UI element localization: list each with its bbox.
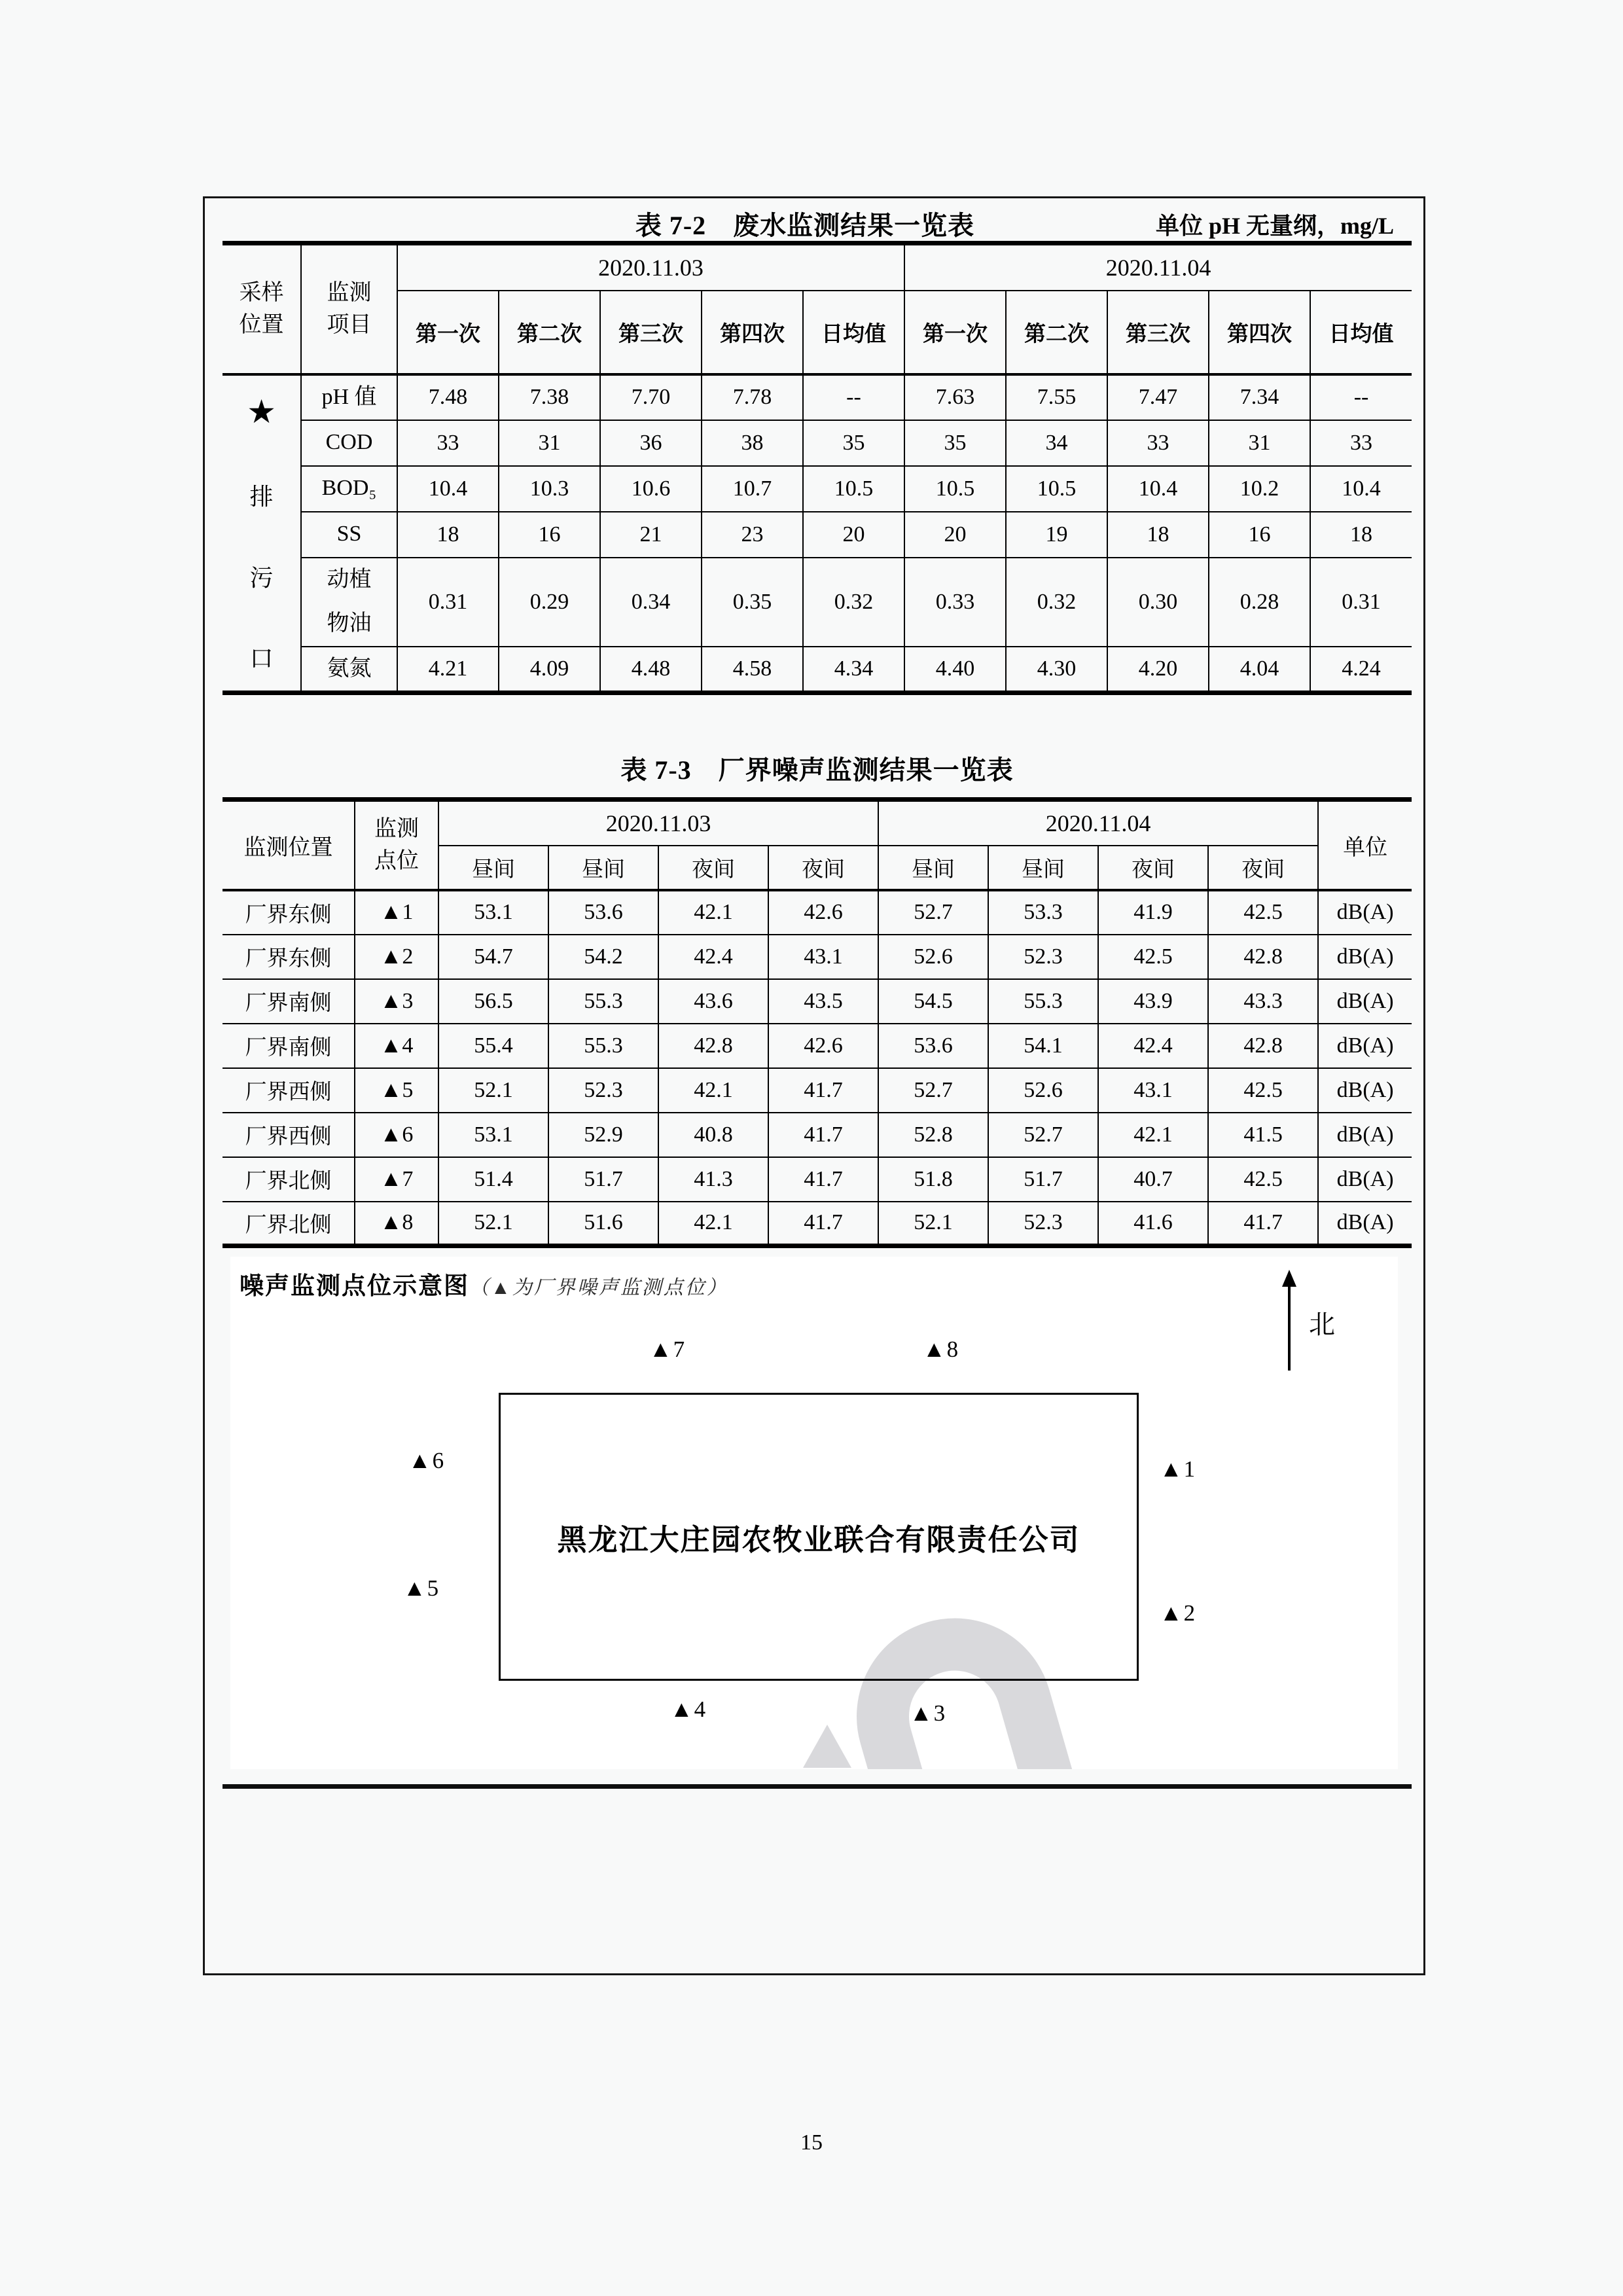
cell: 53.1 bbox=[438, 890, 548, 935]
row-header: 厂界西侧 bbox=[223, 1113, 355, 1157]
cell: -- bbox=[803, 374, 904, 420]
table-row bbox=[223, 512, 1412, 558]
cell: 52.1 bbox=[438, 1202, 548, 1246]
cell: 52.6 bbox=[878, 935, 988, 979]
cell: 日均值 bbox=[803, 291, 904, 374]
cell: 10.4 bbox=[1107, 466, 1209, 512]
diagram-caption-main: 噪声监测点位示意图 bbox=[240, 1273, 469, 1300]
header-monitor-point: 监测 点位 bbox=[355, 800, 438, 890]
cell: 昼间 bbox=[548, 846, 658, 890]
cell: 4.58 bbox=[702, 647, 803, 693]
section-closing-rule bbox=[223, 1784, 1412, 1789]
cell: 第三次 bbox=[1107, 291, 1209, 374]
noise-point-5: ▲5 bbox=[403, 1575, 440, 1601]
table-row bbox=[223, 558, 1412, 647]
cell: 55.4 bbox=[438, 1024, 548, 1068]
header-item: 监测 项目 bbox=[301, 243, 397, 374]
cell: 4.04 bbox=[1209, 647, 1310, 693]
cell: 33 bbox=[1310, 420, 1412, 466]
cell: 52.3 bbox=[988, 1202, 1098, 1246]
cell: 0.32 bbox=[803, 558, 904, 647]
table-row bbox=[223, 291, 1412, 374]
row-header: 厂界南侧 bbox=[223, 1024, 355, 1068]
table72-title: 表 7-2 废水监测结果一览表 bbox=[635, 211, 975, 240]
cell: 4.09 bbox=[499, 647, 600, 693]
cell: 7.48 bbox=[397, 374, 499, 420]
cell: 41.7 bbox=[768, 1068, 878, 1113]
cell: 53.6 bbox=[548, 890, 658, 935]
cell: 43.5 bbox=[768, 979, 878, 1024]
cell: 日均值 bbox=[1310, 291, 1412, 374]
cell: 7.34 bbox=[1209, 374, 1310, 420]
row-header: 厂界东侧 bbox=[223, 935, 355, 979]
noise-point-7: ▲7 bbox=[649, 1336, 687, 1362]
north-label: 北 bbox=[1309, 1310, 1335, 1339]
cell: 36 bbox=[600, 420, 702, 466]
table-row bbox=[223, 1024, 1412, 1068]
cell: dB(A) bbox=[1318, 935, 1412, 979]
table-row bbox=[223, 647, 1412, 693]
cell: 7.78 bbox=[702, 374, 803, 420]
row-header: pH 值 bbox=[301, 374, 397, 420]
cell: 18 bbox=[1310, 512, 1412, 558]
row-header: 厂界北侧 bbox=[223, 1202, 355, 1246]
cell: 0.31 bbox=[397, 558, 499, 647]
cell: 42.8 bbox=[658, 1024, 768, 1068]
cell: 4.34 bbox=[803, 647, 904, 693]
cell: 42.5 bbox=[1208, 1068, 1318, 1113]
point-label: ▲3 bbox=[355, 979, 438, 1024]
cell: 52.3 bbox=[988, 935, 1098, 979]
cell: 10.5 bbox=[1006, 466, 1107, 512]
cell: 40.7 bbox=[1098, 1157, 1208, 1202]
point-label: ▲8 bbox=[355, 1202, 438, 1246]
cell: 昼间 bbox=[988, 846, 1098, 890]
table-row bbox=[223, 1157, 1412, 1202]
cell: 18 bbox=[397, 512, 499, 558]
cell: 55.3 bbox=[548, 1024, 658, 1068]
cell: 夜间 bbox=[658, 846, 768, 890]
point-label: ▲6 bbox=[355, 1113, 438, 1157]
cell: 第二次 bbox=[499, 291, 600, 374]
row-header: SS bbox=[301, 512, 397, 558]
cell: 51.7 bbox=[988, 1157, 1098, 1202]
star-marker: ★ bbox=[247, 393, 276, 431]
table-row bbox=[223, 1068, 1412, 1113]
cell: 10.5 bbox=[904, 466, 1006, 512]
cell: dB(A) bbox=[1318, 1024, 1412, 1068]
cell: 52.3 bbox=[548, 1068, 658, 1113]
cell: 42.6 bbox=[768, 890, 878, 935]
header-unit: 单位 bbox=[1318, 800, 1412, 890]
cell: 夜间 bbox=[1208, 846, 1318, 890]
cell: 7.63 bbox=[904, 374, 1006, 420]
header-date-1: 2020.11.03 bbox=[438, 800, 878, 846]
cell: 56.5 bbox=[438, 979, 548, 1024]
cell: 41.9 bbox=[1098, 890, 1208, 935]
noise-table bbox=[223, 797, 1412, 1248]
cell: 4.48 bbox=[600, 647, 702, 693]
header-sampling-position: 采样 位置 bbox=[223, 243, 301, 374]
cell: 7.55 bbox=[1006, 374, 1107, 420]
cell: 42.8 bbox=[1208, 935, 1318, 979]
cell: 0.31 bbox=[1310, 558, 1412, 647]
cell: 51.7 bbox=[548, 1157, 658, 1202]
cell: 54.2 bbox=[548, 935, 658, 979]
page-number: 15 bbox=[800, 2130, 823, 2155]
row-header: 氨氮 bbox=[301, 647, 397, 693]
cell: dB(A) bbox=[1318, 890, 1412, 935]
cell: 51.8 bbox=[878, 1157, 988, 1202]
noise-point-6: ▲6 bbox=[408, 1448, 446, 1473]
table-row bbox=[223, 420, 1412, 466]
table-row bbox=[223, 890, 1412, 935]
cell: 55.3 bbox=[548, 979, 658, 1024]
table-row bbox=[223, 979, 1412, 1024]
header-date-1: 2020.11.03 bbox=[397, 243, 904, 291]
cell: 20 bbox=[904, 512, 1006, 558]
cell: 18 bbox=[1107, 512, 1209, 558]
row-header: BOD₅ bbox=[301, 466, 397, 512]
row-header: 动植物油 bbox=[301, 558, 397, 647]
cell: 16 bbox=[1209, 512, 1310, 558]
cell: 10.4 bbox=[1310, 466, 1412, 512]
wastewater-table bbox=[223, 241, 1412, 695]
cell: 4.21 bbox=[397, 647, 499, 693]
cell: 21 bbox=[600, 512, 702, 558]
diagram-caption bbox=[240, 1266, 728, 1301]
cell: 19 bbox=[1006, 512, 1107, 558]
cell: dB(A) bbox=[1318, 1113, 1412, 1157]
cell: 昼间 bbox=[438, 846, 548, 890]
cell: 52.7 bbox=[988, 1113, 1098, 1157]
cell: 40.8 bbox=[658, 1113, 768, 1157]
cell: 52.6 bbox=[988, 1068, 1098, 1113]
noise-point-1: ▲1 bbox=[1160, 1456, 1197, 1482]
noise-diagram-panel bbox=[230, 1257, 1398, 1769]
cell: 0.29 bbox=[499, 558, 600, 647]
cell: 52.7 bbox=[878, 1068, 988, 1113]
table-row bbox=[223, 374, 1412, 420]
point-label: ▲5 bbox=[355, 1068, 438, 1113]
cell: 41.7 bbox=[1208, 1202, 1318, 1246]
cell: 23 bbox=[702, 512, 803, 558]
cell: 第一次 bbox=[904, 291, 1006, 374]
cell: 54.7 bbox=[438, 935, 548, 979]
cell: 4.40 bbox=[904, 647, 1006, 693]
cell: 10.7 bbox=[702, 466, 803, 512]
cell: 0.34 bbox=[600, 558, 702, 647]
cell: 42.1 bbox=[658, 890, 768, 935]
cell: dB(A) bbox=[1318, 1202, 1412, 1246]
cell: 52.8 bbox=[878, 1113, 988, 1157]
cell: 42.1 bbox=[658, 1202, 768, 1246]
cell: 0.30 bbox=[1107, 558, 1209, 647]
cell: 33 bbox=[1107, 420, 1209, 466]
cell: 41.6 bbox=[1098, 1202, 1208, 1246]
cell: 4.20 bbox=[1107, 647, 1209, 693]
table-row bbox=[223, 1113, 1412, 1157]
cell: 0.28 bbox=[1209, 558, 1310, 647]
cell: 0.32 bbox=[1006, 558, 1107, 647]
cell: 第四次 bbox=[702, 291, 803, 374]
point-label: ▲2 bbox=[355, 935, 438, 979]
cell: 52.1 bbox=[878, 1202, 988, 1246]
cell: 55.3 bbox=[988, 979, 1098, 1024]
cell: 第一次 bbox=[397, 291, 499, 374]
cell: 42.6 bbox=[768, 1024, 878, 1068]
cell: 昼间 bbox=[878, 846, 988, 890]
point-label: ▲7 bbox=[355, 1157, 438, 1202]
table-row bbox=[223, 1202, 1412, 1246]
cell: 42.1 bbox=[1098, 1113, 1208, 1157]
cell: 4.24 bbox=[1310, 647, 1412, 693]
cell: 夜间 bbox=[1098, 846, 1208, 890]
cell: 10.2 bbox=[1209, 466, 1310, 512]
point-label: ▲1 bbox=[355, 890, 438, 935]
cell: 42.1 bbox=[658, 1068, 768, 1113]
table-row bbox=[223, 800, 1412, 846]
cell: 41.7 bbox=[768, 1202, 878, 1246]
content-frame bbox=[203, 196, 1425, 1975]
row-header: 厂界北侧 bbox=[223, 1157, 355, 1202]
cell: 41.7 bbox=[768, 1113, 878, 1157]
cell: 10.3 bbox=[499, 466, 600, 512]
cell: 第三次 bbox=[600, 291, 702, 374]
table73-title: 表 7-3 厂界噪声监测结果一览表 bbox=[620, 755, 1014, 785]
noise-point-3: ▲3 bbox=[910, 1700, 947, 1726]
table-row bbox=[223, 935, 1412, 979]
cell: 33 bbox=[397, 420, 499, 466]
table73-titlebar bbox=[223, 749, 1412, 785]
table72-unit-note: 单位 pH 无量纲，mg/L bbox=[1155, 213, 1394, 239]
table-row bbox=[223, 243, 1412, 291]
cell: 43.1 bbox=[768, 935, 878, 979]
noise-point-2: ▲2 bbox=[1160, 1600, 1197, 1626]
cell: 53.6 bbox=[878, 1024, 988, 1068]
header-monitor-position: 监测位置 bbox=[223, 800, 355, 890]
cell: 0.33 bbox=[904, 558, 1006, 647]
cell: dB(A) bbox=[1318, 1068, 1412, 1113]
cell: dB(A) bbox=[1318, 1157, 1412, 1202]
row-header: 厂界西侧 bbox=[223, 1068, 355, 1113]
cell: 4.30 bbox=[1006, 647, 1107, 693]
table-row bbox=[223, 466, 1412, 512]
sampling-position-outfall: ★ 排 污 口 bbox=[223, 374, 301, 693]
cell: 42.4 bbox=[658, 935, 768, 979]
cell: 7.47 bbox=[1107, 374, 1209, 420]
point-label: ▲4 bbox=[355, 1024, 438, 1068]
cell: 53.3 bbox=[988, 890, 1098, 935]
header-date-2: 2020.11.04 bbox=[904, 243, 1412, 291]
cell: 41.3 bbox=[658, 1157, 768, 1202]
cell: 第二次 bbox=[1006, 291, 1107, 374]
noise-point-8: ▲8 bbox=[923, 1336, 960, 1362]
cell: 43.9 bbox=[1098, 979, 1208, 1024]
row-header: 厂界东侧 bbox=[223, 890, 355, 935]
factory-outline bbox=[499, 1393, 1139, 1681]
cell: -- bbox=[1310, 374, 1412, 420]
cell: 51.4 bbox=[438, 1157, 548, 1202]
cell: 54.1 bbox=[988, 1024, 1098, 1068]
cell: 10.6 bbox=[600, 466, 702, 512]
cell: 42.5 bbox=[1098, 935, 1208, 979]
cell: 10.5 bbox=[803, 466, 904, 512]
cell: 20 bbox=[803, 512, 904, 558]
cell: 35 bbox=[803, 420, 904, 466]
cell: 31 bbox=[1209, 420, 1310, 466]
cell: 43.6 bbox=[658, 979, 768, 1024]
cell: 41.7 bbox=[768, 1157, 878, 1202]
cell: 42.8 bbox=[1208, 1024, 1318, 1068]
cell: 7.70 bbox=[600, 374, 702, 420]
cell: 31 bbox=[499, 420, 600, 466]
cell: 42.4 bbox=[1098, 1024, 1208, 1068]
cell: 35 bbox=[904, 420, 1006, 466]
cell: 0.35 bbox=[702, 558, 803, 647]
cell: 43.3 bbox=[1208, 979, 1318, 1024]
cell: 16 bbox=[499, 512, 600, 558]
cell: 38 bbox=[702, 420, 803, 466]
header-date-2: 2020.11.04 bbox=[878, 800, 1318, 846]
cell: 42.5 bbox=[1208, 890, 1318, 935]
cell: 53.1 bbox=[438, 1113, 548, 1157]
company-name: 黑龙江大庄园农牧业联合有限责任公司 bbox=[557, 1523, 1080, 1556]
cell: 43.1 bbox=[1098, 1068, 1208, 1113]
cell: 52.9 bbox=[548, 1113, 658, 1157]
cell: 第四次 bbox=[1209, 291, 1310, 374]
cell: 10.4 bbox=[397, 466, 499, 512]
cell: 41.5 bbox=[1208, 1113, 1318, 1157]
row-header: 厂界南侧 bbox=[223, 979, 355, 1024]
cell: 52.1 bbox=[438, 1068, 548, 1113]
cell: 夜间 bbox=[768, 846, 878, 890]
table72-titlebar bbox=[223, 205, 1412, 239]
cell: 7.38 bbox=[499, 374, 600, 420]
noise-point-4: ▲4 bbox=[670, 1696, 707, 1722]
cell: 54.5 bbox=[878, 979, 988, 1024]
cell: 42.5 bbox=[1208, 1157, 1318, 1202]
cell: 34 bbox=[1006, 420, 1107, 466]
cell: dB(A) bbox=[1318, 979, 1412, 1024]
diagram-caption-note: （▲为厂界噪声监测点位） bbox=[469, 1277, 728, 1299]
cell: 51.6 bbox=[548, 1202, 658, 1246]
row-header: COD bbox=[301, 420, 397, 466]
north-arrow-icon bbox=[1276, 1270, 1302, 1374]
cell: 52.7 bbox=[878, 890, 988, 935]
